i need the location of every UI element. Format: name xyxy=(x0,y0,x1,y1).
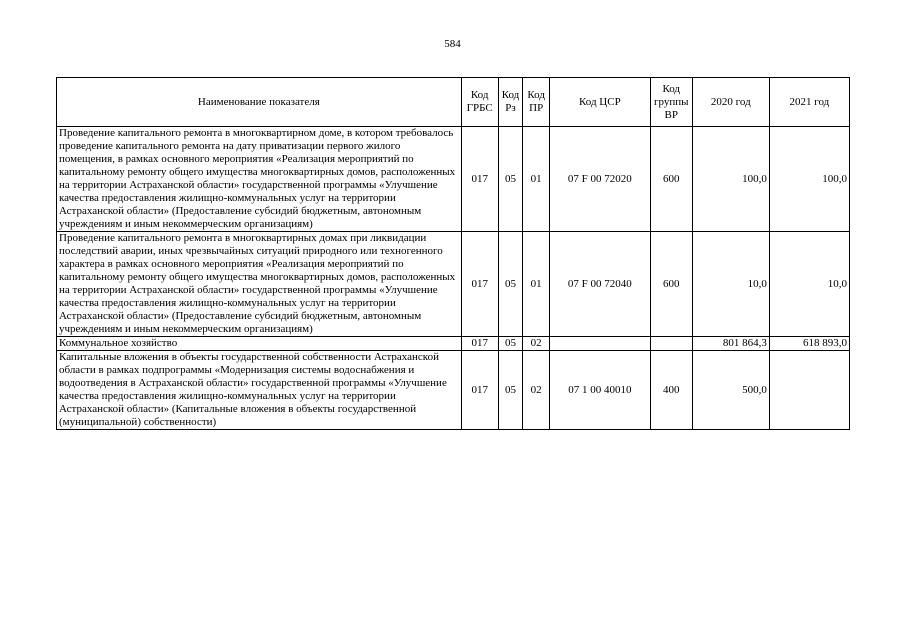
header-2020: 2020 год xyxy=(692,78,769,127)
row-rz: 05 xyxy=(498,351,523,430)
header-rz: Код Рз xyxy=(498,78,523,127)
header-grbs: Код ГРБС xyxy=(461,78,498,127)
row-name: Коммунальное хозяйство xyxy=(57,337,462,351)
row-2021: 10,0 xyxy=(769,232,849,337)
row-grbs: 017 xyxy=(461,127,498,232)
table-row xyxy=(57,127,850,232)
row-vr xyxy=(650,337,692,351)
row-2021 xyxy=(769,351,849,430)
row-csr xyxy=(550,337,651,351)
row-name: Проведение капитального ремонта в многоквартирном доме, в котором требовалось проведение капитального ремонта на дату приватизации первого жилого помещения, в рамках основного мероприятия «Реализация мероприятий по капитальному ремонту общего имущества многоквартирных домов, расположенных на территории Астраханской области» государственной программы «Улучшение качества предоставления жилищно-коммунальных услуг на территории Астраханской области» (Предоставление субсидий бюджетным, автономным учреждениям и иным некоммерческим организациям) xyxy=(57,127,462,232)
row-csr: 07 F 00 72020 xyxy=(550,127,651,232)
row-rz: 05 xyxy=(498,337,523,351)
table-row xyxy=(57,337,850,351)
header-pr: Код ПР xyxy=(523,78,550,127)
row-2021: 618 893,0 xyxy=(769,337,849,351)
row-vr: 600 xyxy=(650,127,692,232)
row-vr: 400 xyxy=(650,351,692,430)
row-pr: 01 xyxy=(523,127,550,232)
header-name: Наименование показателя xyxy=(57,78,462,127)
row-pr: 01 xyxy=(523,232,550,337)
row-2020: 500,0 xyxy=(692,351,769,430)
row-vr: 600 xyxy=(650,232,692,337)
row-grbs: 017 xyxy=(461,337,498,351)
row-rz: 05 xyxy=(498,232,523,337)
row-grbs: 017 xyxy=(461,351,498,430)
row-pr: 02 xyxy=(523,337,550,351)
row-pr: 02 xyxy=(523,351,550,430)
row-2020: 801 864,3 xyxy=(692,337,769,351)
row-grbs: 017 xyxy=(461,232,498,337)
row-name: Проведение капитального ремонта в многоквартирных домах при ликвидации последствий аварии, иных чрезвычайных ситуаций природного или техногенного характера в рамках основного мероприятия «Реализация мероприятий по капитальному ремонту общего имущества многоквартирных домов, расположенных на территории Астраханской области» государственной программы «Улучшение качества предоставления жилищно-коммунальных услуг на территории Астраханской области» (Предоставление субсидий бюджетным, автономным учреждениям и иным некоммерческим организациям) xyxy=(57,232,462,337)
budget-table xyxy=(56,77,850,430)
row-2020: 100,0 xyxy=(692,127,769,232)
row-csr: 07 1 00 40010 xyxy=(550,351,651,430)
row-2021: 100,0 xyxy=(769,127,849,232)
header-csr: Код ЦСР xyxy=(550,78,651,127)
header-row xyxy=(57,78,850,127)
header-vr: Код группы ВР xyxy=(650,78,692,127)
page-number: 584 xyxy=(444,38,461,50)
header-2021: 2021 год xyxy=(769,78,849,127)
row-csr: 07 F 00 72040 xyxy=(550,232,651,337)
row-rz: 05 xyxy=(498,127,523,232)
table-row xyxy=(57,232,850,337)
row-name: Капитальные вложения в объекты государственной собственности Астраханской области в рамках подпрограммы «Модернизация системы водоснабжения и водоотведения в Астраханской области» государственной программы «Улучшение качества предоставления жилищно-коммунальных услуг на территории Астраханской области» (Капитальные вложения в объекты государственной (муниципальной) собственности) xyxy=(57,351,462,430)
table-row xyxy=(57,351,850,430)
row-2020: 10,0 xyxy=(692,232,769,337)
